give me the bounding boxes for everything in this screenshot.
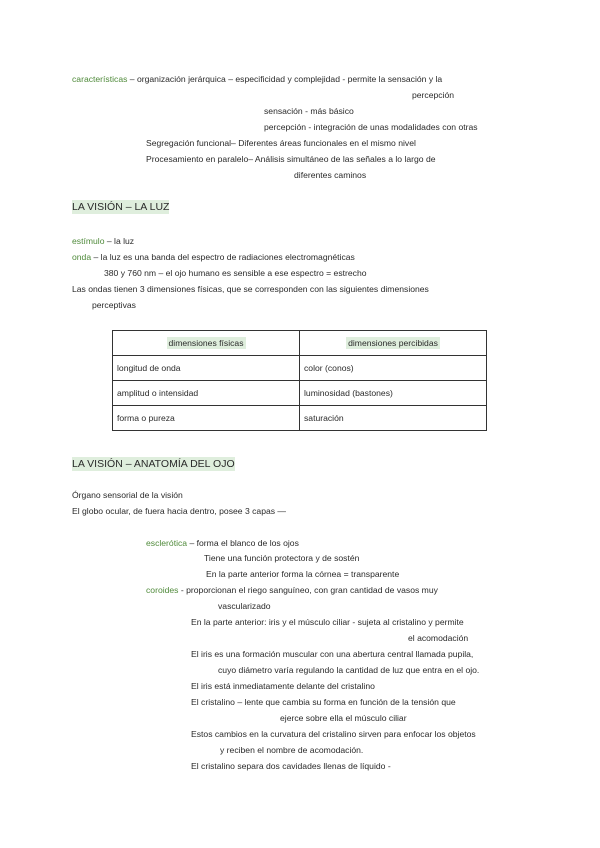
wave-term: onda bbox=[72, 252, 92, 262]
text-line: ejerce sobre ella el músculo ciliar bbox=[280, 713, 407, 723]
stimulus-line bbox=[72, 236, 134, 247]
characteristics-line bbox=[72, 74, 442, 85]
choroid-term: coroides bbox=[146, 585, 179, 595]
text-line: Procesamiento en paralelo– Análisis simultáneo de las señales a lo largo de bbox=[146, 154, 436, 164]
choroid-definition: - proporcionan el riego sanguíneo, con gran cantidad de vasos muy bbox=[178, 585, 438, 595]
header-label: dimensiones percibidas bbox=[348, 338, 438, 348]
text-line: Tiene una función protectora y de sostén bbox=[204, 553, 360, 563]
text-line: El cristalino separa dos cavidades llenas de líquido - bbox=[191, 761, 391, 771]
text-line: vascularizado bbox=[218, 601, 271, 611]
text-line: En la parte anterior: iris y el músculo ciliar - sujeta al cristalino y permite bbox=[191, 617, 464, 627]
table-cell: longitud de onda bbox=[113, 356, 300, 381]
text-line: El cristalino – lente que cambia su forma en función de la tensión que bbox=[191, 697, 456, 707]
text-line: percepción - integración de unas modalidades con otras bbox=[264, 122, 478, 132]
text-line: perceptivas bbox=[92, 300, 136, 310]
text-line: El iris es una formación muscular con una abertura central llamada pupila, bbox=[191, 649, 474, 659]
table-row bbox=[113, 356, 487, 381]
text-line: Estos cambios en la curvatura del cristalino sirven para enfocar los objetos bbox=[191, 729, 476, 739]
text-line: Las ondas tienen 3 dimensiones físicas, que se corresponden con las siguientes dimensiones bbox=[72, 284, 429, 294]
section-heading-anatomy bbox=[72, 457, 235, 471]
text-line: el acomodación bbox=[408, 633, 469, 643]
text-line: cuyo diámetro varía regulando la cantidad de luz que entra en el ojo. bbox=[218, 665, 480, 675]
section-heading-text: LA VISIÓN – ANATOMÍA DEL OJO bbox=[72, 458, 235, 470]
text-line: En la parte anterior forma la córnea = transparente bbox=[206, 569, 400, 579]
text-line: 380 y 760 nm – el ojo humano es sensible a ese espectro = estrecho bbox=[104, 268, 367, 278]
text-line: El globo ocular, de fuera hacia dentro, posee 3 capas — bbox=[72, 506, 287, 516]
dimensions-table bbox=[112, 330, 487, 431]
text-line: percepción bbox=[412, 90, 455, 100]
choroid-line bbox=[146, 585, 438, 596]
characteristics-term: características bbox=[72, 74, 128, 84]
table-header-cell bbox=[300, 331, 487, 356]
wave-definition: – la luz es una banda del espectro de radiaciones electromagnéticas bbox=[91, 252, 355, 262]
text-line: sensación - más básico bbox=[264, 106, 354, 116]
header-label: dimensiones físicas bbox=[168, 338, 244, 348]
characteristics-definition: – organización jerárquica – especificidad y complejidad - permite la sensación y la bbox=[127, 74, 443, 84]
table-header-row bbox=[113, 331, 487, 356]
table-cell: luminosidad (bastones) bbox=[300, 381, 487, 406]
text-line: y reciben el nombre de acomodación. bbox=[220, 745, 364, 755]
text-line: Órgano sensorial de la visión bbox=[72, 490, 183, 500]
stimulus-definition: – la luz bbox=[104, 236, 135, 246]
sclera-definition: – forma el blanco de los ojos bbox=[187, 538, 299, 548]
table-row bbox=[113, 406, 487, 431]
table-cell: amplitud o intensidad bbox=[113, 381, 300, 406]
table-cell: forma o pureza bbox=[113, 406, 300, 431]
table-header-cell bbox=[113, 331, 300, 356]
table-row bbox=[113, 381, 487, 406]
wave-line bbox=[72, 252, 355, 263]
text-line: Segregación funcional– Diferentes áreas funcionales en el mismo nivel bbox=[146, 138, 416, 148]
section-heading-text: LA VISIÓN – LA LUZ bbox=[72, 201, 170, 213]
text-line: diferentes caminos bbox=[294, 170, 367, 180]
section-heading-light bbox=[72, 200, 169, 214]
text-line: El iris está inmediatamente delante del cristalino bbox=[191, 681, 375, 691]
sclera-line bbox=[146, 538, 299, 549]
table-cell: color (conos) bbox=[300, 356, 487, 381]
sclera-term: esclerótica bbox=[146, 538, 188, 548]
table-cell: saturación bbox=[300, 406, 487, 431]
stimulus-term: estímulo bbox=[72, 236, 105, 246]
